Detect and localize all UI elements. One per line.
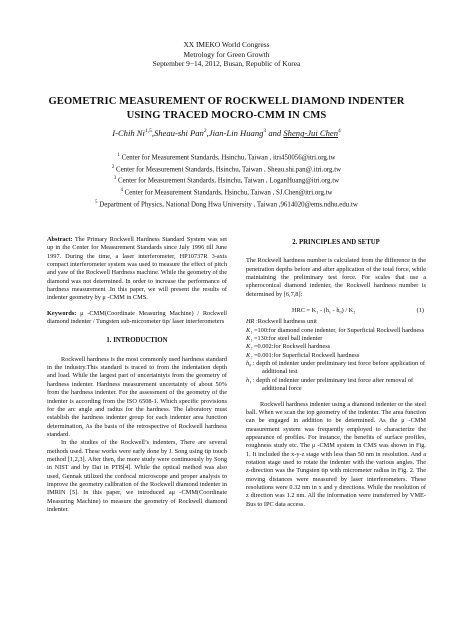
affiliation-4-text: Center for Measurement Standards, Hsinchu, Taiwan , SJ.Chen@itri.org.tw: [124, 189, 333, 197]
definition-symbol: h₀: [246, 360, 252, 368]
author-4: Sheng-Jui Chen: [283, 128, 339, 138]
affiliation-3: [0, 174, 453, 186]
author-1: I-Chih Ni: [112, 128, 145, 138]
definition-item: [246, 335, 426, 343]
conference-name: XX IMEKO World Congress: [183, 40, 270, 49]
left-column: [47, 236, 227, 514]
right-column: [246, 236, 426, 509]
affiliation-3-text: Center for Measurement Standards, Hsinchu, Taiwan , LoganHuang@itri.org.tw: [118, 177, 340, 185]
affiliation-2: [0, 163, 453, 175]
author-3-affil: 3: [263, 128, 267, 135]
definition-text: : depth of indenter under preliminary test force before application of additional test: [251, 360, 425, 376]
definition-symbol: K₁: [246, 326, 253, 334]
abstract-label: Abstract:: [47, 236, 73, 243]
affiliation-3-num: 3: [113, 176, 117, 182]
abstract-text: The Primary Rockwell Hardness Standard System was set up in the Center for Measurement Standards since July 1996 till June 1997. During the time, a laser interferometer, HP10737R 3-axis compact interferometer system was used to measure the effect of pitch and yaw of the Rockwell Hardness machine. While the geometry of the diamond was not determined. In order to increase the performance of hardness measurement .In this paper, we will present the results of indenter geometry by μ -CMM in CMS.: [47, 236, 227, 302]
section-heading-introduction: 1. INTRODUCTION: [106, 337, 168, 345]
definition-text: : depth of indenter under preliminary test force after removal of additional force: [251, 376, 414, 393]
equation-body: HRC = K₁ - (h₁ - h₀) / K₂: [292, 307, 356, 315]
affiliation-4-num: 4: [120, 188, 123, 194]
definition-text: =0.002:for Rockwell hardness: [252, 343, 331, 351]
section-heading-principles: 2. PRINCIPLES AND SETUP: [292, 239, 380, 246]
affiliation-1-text: Center for Measurement Standards, Hsinchu, Taiwan , itri450056@itri.org.tw: [121, 154, 336, 162]
abstract: [47, 236, 227, 303]
conference-subtitle: Metrology for Green Growth: [183, 49, 270, 59]
definition-text: =130:for steel ball indenter: [252, 335, 323, 343]
keywords: [47, 310, 227, 327]
author-3: ,Jian-Lin Huang: [206, 128, 264, 138]
definition-symbol: K₂: [246, 343, 253, 351]
definition-item: [246, 318, 426, 326]
affiliation-2-num: 2: [111, 164, 115, 170]
definition-symbol: h₁: [246, 376, 252, 384]
author-4-affil: 4: [338, 128, 341, 135]
definition-item: [246, 343, 426, 351]
equation-1: [246, 307, 426, 315]
author-conjunction: and: [266, 128, 284, 138]
title-line-1: GEOMETRIC MEASUREMENT OF ROCKWELL DIAMOND INDENTER: [48, 96, 405, 107]
principles-paragraph-1: The Rockwell hardness number is calculated from the difference in the penetration depths before and after application of the total force, while maintaining the preliminary test force. For scales that use a spheroconical diamond indenter, the Rockwell hardness number is determined by [6,7,8]:: [246, 257, 426, 298]
affiliation-5-text: Department of Physics, National Dong Hwa University , Taiwan ,9614020@ems.ndhu.edu.tw: [99, 201, 358, 209]
title-line-2: USING TRACED MOCRO-CMM IN CMS: [126, 109, 327, 121]
affiliation-5: [0, 198, 453, 210]
author-2-affil: 2: [203, 128, 207, 135]
principles-paragraph-2: Rockwell hardness indenter using a diamond indenter or the steel ball. When we scan the top geometry of the indenter. The area function can be engaged in addition to be determined. As the μ -CMM measurement system was frequently employed to characterize the appearance of profiles. For instance, the benefits of surface profiles, roughness study etc. The μ -CMM system in CMS was shown in Fig. 1. It included the x-y-z stage with less than 50 nm in resolution. And a rotation stage used to rotate the indenter with the various angles. The z-direction was the Tungsten tip with micrometer radius in Fig. 2. The moving distances were measured by laser interferometers. These resolutions were 0.32 nm in x and y directions. While the resolution of z direction was 1.2 nm. All the information were transferred by VME-Bus to IPC data access.: [246, 400, 426, 508]
affiliation-5-num: 5: [95, 199, 98, 205]
affiliation-2-text: Center for Measurement Standards, Hsinchu, Taiwan , Sheau.shi.pan@.itri.org.tw: [116, 166, 342, 173]
definition-item: [246, 360, 426, 377]
definition-symbol: K₁: [246, 335, 253, 343]
equation-number: (1): [416, 307, 424, 315]
paper-title: [20, 95, 433, 122]
keywords-label: Keywords:: [47, 309, 77, 317]
conference-header: [0, 40, 453, 69]
affiliation-list: [0, 151, 453, 210]
definition-item: [246, 327, 426, 335]
definition-item: [246, 352, 426, 360]
affiliation-4: [0, 186, 453, 198]
definition-symbol: K₂: [246, 351, 253, 359]
author-list: [0, 128, 453, 138]
definition-item: [246, 377, 426, 394]
definition-symbol: HR: [246, 318, 255, 326]
conference-dates: September 9−14, 2012, Busan, Republic of Korea: [152, 59, 301, 69]
author-1-affil: 1,5: [144, 128, 152, 135]
author-2: ,Sheau-shi Pan: [151, 128, 204, 138]
symbol-definitions: [246, 318, 426, 393]
definition-text: =0.001:for Superficial Rockwell hardness: [252, 351, 360, 359]
intro-paragraph-2: In the studies of the Rockwell’s indenters, There are several methods used. These works were early done by J. Song using tip touch method [1,2,3]. After then, the more study were continuously by Song in NIST and by Dai in PTB[4]. While the optical method was also used, Gennak utilized the confocal microscope and proper analysis to improve the geometry calibration of the Rockwell diamond indenter in IMRIN [5]. In this paper, we introduced aμ -CMM(Coordinate Measuring Machine) to measure the geometry of Rockwell diamond indenter.: [47, 439, 227, 513]
affiliation-1: [0, 151, 453, 163]
keywords-text: μ -CMM(Coordinate Measuring Machine) / Rockwell diamond indenter / Tungsten sub-micrometer tip/ laser interferometers: [47, 309, 227, 326]
definition-text: :Rockwell hardness unit: [254, 318, 317, 326]
definition-text: =100:for diamond cone indenter, for Superficial Rockwell hardness: [252, 326, 425, 334]
intro-paragraph-1: Rockwell hardness is the most commonly used hardness standard in the industry.This standard is traced to from the indentation depth and load. While the largest part of uncertaintyis from the geometry of hardness indenter. Hardness measurement uncertainty of about 50% from the hardness indenter. For the assessment of the geometry of the indenter is according from the ISO 6508-1. Which specific provisions for the arc angle and radius for the hardness. The laboratory must establish the hardness indenter group for each indenter area function determination, As the basis of the retrospective of Rockwell hardness standard.: [47, 355, 227, 438]
affiliation-1-num: 1: [117, 153, 120, 158]
